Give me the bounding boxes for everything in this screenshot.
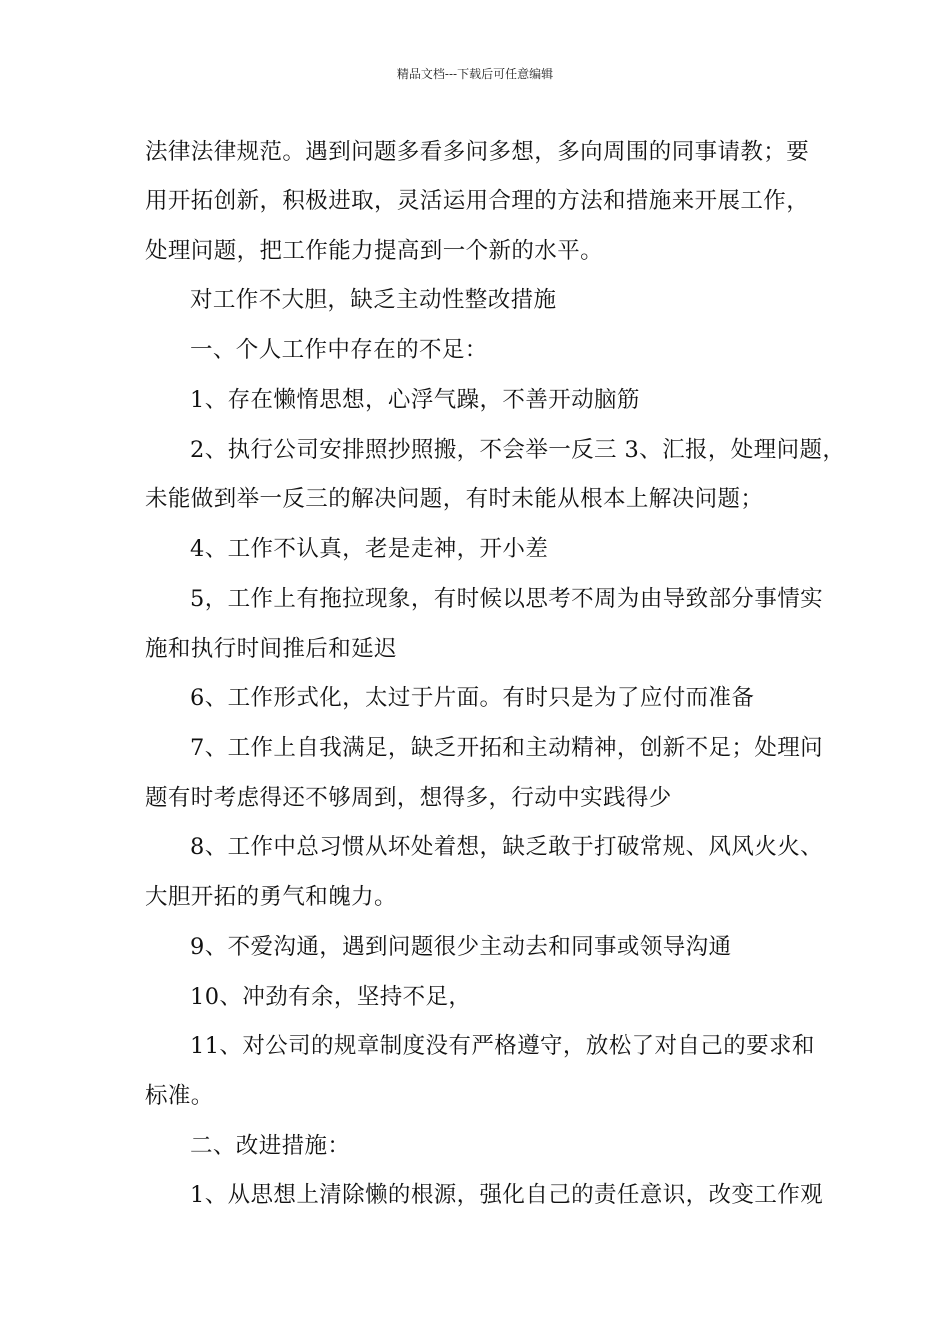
text-line: 大胆开拓的勇气和魄力。 bbox=[145, 884, 397, 910]
text-line: 1、存在懒惰思想，心浮气躁，不善开动脑筋 bbox=[190, 387, 640, 413]
text-line: 6、工作形式化，太过于片面。有时只是为了应付而准备 bbox=[190, 685, 755, 711]
page-header: 精品文档---下载后可任意编辑 bbox=[396, 67, 554, 81]
text-line: 题有时考虑得还不够周到，想得多，行动中实践得少 bbox=[145, 785, 672, 811]
text-line: 处理问题，把工作能力提高到一个新的水平。 bbox=[145, 238, 604, 264]
text-line: 用开拓创新，积极进取，灵活运用合理的方法和措施来开展工作， bbox=[145, 188, 810, 214]
section-title: 对工作不大胆，缺乏主动性整改措施 bbox=[190, 287, 557, 313]
text-line: 4、工作不认真，老是走神，开小差 bbox=[190, 536, 549, 562]
section-heading: 二、改进措施： bbox=[190, 1133, 351, 1159]
text-line: 标准。 bbox=[145, 1083, 214, 1109]
text-line: 8、工作中总习惯从坏处着想，缺乏敢于打破常规、风风火火、 bbox=[190, 834, 824, 860]
text-line: 1、从思想上清除懒的根源，强化自己的责任意识，改变工作观 bbox=[190, 1182, 824, 1208]
text-line: 7、工作上自我满足，缺乏开拓和主动精神，创新不足；处理问 bbox=[190, 735, 824, 761]
text-line: 2、执行公司安排照抄照搬，不会举一反三 3、汇报，处理问题， bbox=[190, 437, 846, 463]
text-line: 法律法律规范。遇到问题多看多问多想，多向周围的同事请教；要 bbox=[145, 139, 810, 165]
text-line: 9、不爱沟通，遇到问题很少主动去和同事或领导沟通 bbox=[190, 934, 732, 960]
text-line: 未能做到举一反三的解决问题，有时未能从根本上解决问题； bbox=[145, 486, 764, 512]
text-line: 10、冲劲有余，坚持不足， bbox=[190, 984, 472, 1010]
section-heading: 一、个人工作中存在的不足： bbox=[190, 337, 488, 363]
text-line: 5，工作上有拖拉现象，有时候以思考不周为由导致部分事情实 bbox=[190, 586, 824, 612]
text-line: 施和执行时间推后和延迟 bbox=[145, 636, 397, 662]
text-line: 11、对公司的规章制度没有严格遵守，放松了对自己的要求和 bbox=[190, 1033, 815, 1059]
